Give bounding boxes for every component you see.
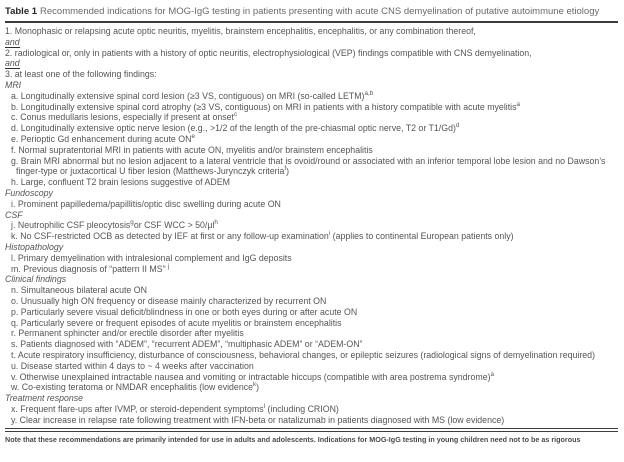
row-text: and xyxy=(5,36,20,47)
row-text: n. Simultaneous bilateral acute ON xyxy=(11,285,147,296)
row-text: 1. Monophasic or relapsing acute optic neuritis, myelitis, brainstem encephalitis, encephalitis, or any combination thereof, xyxy=(5,26,476,36)
superscript-marker: j xyxy=(167,262,170,270)
table-row-item-y xyxy=(5,415,618,426)
table-row-item-v xyxy=(5,372,618,383)
table-row-item-x xyxy=(5,404,618,415)
row-text: u. Disease started within 4 days to ~ 4 weeks after vaccination xyxy=(11,360,254,371)
row-text: (applies to continental European patients only) xyxy=(330,231,514,242)
row-text: l. Primary demyelination with intralesional complement and IgG deposits xyxy=(11,252,292,263)
table-row-item-o xyxy=(5,296,618,307)
superscript-marker: g xyxy=(130,219,134,227)
row-text: or CSF WCC > 50/μl xyxy=(133,220,215,231)
row-text: x. Frequent flare-ups after IVMP, or steroid-dependent symptoms xyxy=(11,403,264,414)
superscript-marker: a xyxy=(516,100,521,108)
superscript-marker: d xyxy=(455,122,460,130)
table-row-section-csf xyxy=(5,210,618,221)
table-row-item-a xyxy=(5,91,618,102)
table-row-item-r xyxy=(5,328,618,339)
row-text: o. Unusually high ON frequency or disease mainly characterized by recurrent ON xyxy=(11,295,327,306)
row-text: y. Clear increase in relapse rate following treatment with IFN-beta or natalizumab in patients diagnosed with MS (low evidence) xyxy=(11,414,505,425)
row-text: m. Previous diagnosis of “pattern II MS” xyxy=(11,263,168,274)
row-text: s. Patients diagnosed with “ADEM”, “recurrent ADEM”, “multiphasic ADEM” or “ADEM-ON” xyxy=(11,339,363,350)
table-row-and-2 xyxy=(5,58,618,69)
row-text: MRI xyxy=(5,79,22,90)
superscript-marker: a xyxy=(490,370,495,378)
superscript-marker: k xyxy=(253,381,257,389)
row-text: a. Longitudinally extensive spinal cord lesion (≥3 VS, contiguous) on MRI (so-called LETM) xyxy=(11,90,365,101)
table-caption-text: Recommended indications for MOG-IgG testing in patients presenting with acute CNS demyelination of putative autoimmune etiology xyxy=(40,6,600,17)
row-text: p. Particularly severe visual deficit/blindness in one or both eyes during or after acute ON xyxy=(11,306,358,317)
row-text: t. Acute respiratory insufficiency, disturbance of consciousness, behavioral changes, or epileptic seizures (radiological signs of demyelination required) xyxy=(11,349,595,360)
superscript-marker: i xyxy=(328,230,331,238)
row-text: Clinical findings xyxy=(5,274,67,285)
row-text: j. Neutrophilic CSF pleocytosis xyxy=(11,220,131,231)
row-text: d. Longitudinally extensive optic nerve lesion (e.g., >1/2 of the length of the pre-chiasmal optic nerve, T2 or T1/Gd) xyxy=(11,123,456,134)
table-row-item-h xyxy=(5,177,618,188)
row-text: v. Otherwise unexplained intractable nausea and vomiting or intractable hiccups (compatible with area postrema syndrome) xyxy=(11,371,491,382)
row-text: r. Permanent sphincter and/or erectile disorder after myelitis xyxy=(11,328,244,339)
table-row-item-e xyxy=(5,134,618,145)
table-row-item-n xyxy=(5,285,618,296)
table-row-item-f xyxy=(5,145,618,156)
row-text: f. Normal supratentorial MRI in patients with acute ON, myelitis and/or brainstem encephalitis xyxy=(11,144,373,155)
row-text: ) xyxy=(286,166,290,177)
superscript-marker: a,b xyxy=(364,89,374,97)
row-text: Treatment response xyxy=(5,393,84,404)
table-row-criterion-2 xyxy=(5,48,618,59)
table-row-section-fundoscopy xyxy=(5,188,618,199)
superscript-marker: h xyxy=(214,219,218,227)
table-row-item-k xyxy=(5,231,618,242)
table-row-item-c xyxy=(5,112,618,123)
row-text: k. No CSF-restricted OCB as detected by IEF at first or any follow-up examination xyxy=(11,231,329,242)
table-row-section-histopathology xyxy=(5,242,618,253)
table-body xyxy=(5,26,618,425)
table-row-item-l xyxy=(5,253,618,264)
superscript-marker: c xyxy=(233,111,238,119)
table-row-item-m xyxy=(5,264,618,275)
table-row-item-s xyxy=(5,339,618,350)
row-text: h. Large, confluent T2 brain lesions suggestive of ADEM xyxy=(11,177,230,188)
row-text: 3. at least one of the following findings: xyxy=(5,69,157,80)
table-row-item-b xyxy=(5,102,618,113)
superscript-marker: l xyxy=(263,402,266,410)
table-row-criterion-3 xyxy=(5,69,618,80)
row-text: Fundoscopy xyxy=(5,187,53,198)
table-row-and-1 xyxy=(5,37,618,48)
row-text: ) xyxy=(256,382,260,393)
table-row-item-q xyxy=(5,318,618,329)
row-text: q. Particularly severe or frequent episodes of acute myelitis or brainstem encephalitis xyxy=(11,317,342,328)
table-row-item-p xyxy=(5,307,618,318)
table-row-item-u xyxy=(5,361,618,372)
row-text: and xyxy=(5,58,20,69)
table-row-section-treatment-response xyxy=(5,393,618,404)
table-label: Table 1 xyxy=(5,6,38,17)
row-text: i. Prominent papilledema/papillitis/optic disc swelling during acute ON xyxy=(11,198,281,209)
row-text: Histopathology xyxy=(5,241,64,252)
table-row-section-clinical-findings xyxy=(5,274,618,285)
table-bottom-rule xyxy=(5,428,618,432)
table-row-criterion-1 xyxy=(5,26,618,37)
row-text: g. Brain MRI abnormal but no lesion adjacent to a lateral ventricle that is ovoid/round or associated with an inferior temporal lobe lesion and no Dawson’s finger-type or juxtacortical U fiber lesion (Matthews-Jurynczyk criteria xyxy=(11,155,606,177)
row-text: w. Co-existing teratoma or NMDAR encephalitis (low evidence xyxy=(11,382,254,393)
superscript-marker: e xyxy=(191,133,195,141)
row-text: (including CRION) xyxy=(265,403,339,414)
superscript-marker: f xyxy=(284,165,287,173)
table-row-item-d xyxy=(5,123,618,134)
row-text: e. Perioptic Gd enhancement during acute ON xyxy=(11,133,192,144)
table-row-item-g xyxy=(5,156,618,178)
table-footnote: Note that these recommendations are primarily intended for use in adults and adolescents. Indications for MOG-IgG testing in young children need not to be as rigorous xyxy=(5,435,581,445)
table-row-item-j xyxy=(5,220,618,231)
table-caption xyxy=(5,5,617,18)
table-row-item-i xyxy=(5,199,618,210)
row-text: c. Conus medullaris lesions, especially if present at onset xyxy=(11,112,234,123)
row-text: b. Longitudinally extensive spinal cord atrophy (≥3 VS, contiguous) on MRI in patients with a history compatible with acute myelitis xyxy=(11,101,517,112)
table-row-item-w xyxy=(5,382,618,393)
row-text: CSF xyxy=(5,209,23,220)
table-row-item-t xyxy=(5,350,618,361)
table-row-section-mri xyxy=(5,80,618,91)
row-text: 2. radiological or, only in patients with a history of optic neuritis, electrophysiological (VEP) findings compatible with CNS demyelination, xyxy=(5,47,532,58)
table-top-rule xyxy=(5,21,618,23)
